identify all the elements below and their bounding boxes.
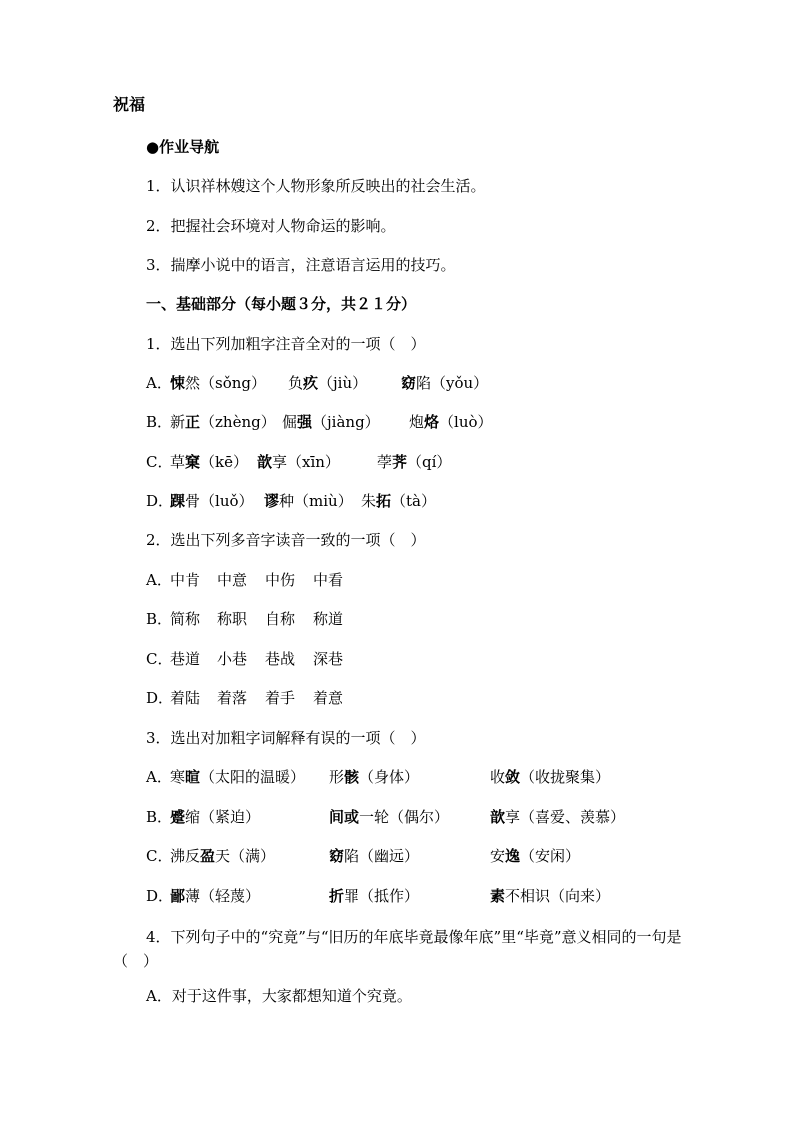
option-word: 自称 [265,610,296,628]
option-label: C． [146,453,173,471]
option-word: 着意 [313,689,344,707]
option-item: 荸荠（qí） [377,453,452,471]
option-item: 朱拓（tà） [361,492,437,510]
q4-stem: 4．下列句子中的“究竟”与“旧历的年底毕竟最像年底”里“毕竟”意义相同的一句是（ ） [113,928,682,970]
option-label: D． [146,887,174,905]
option-item: 间或一轮（偶尔） [329,808,450,826]
option-item: 蹙缩（紧迫） [170,808,261,826]
option-label: A． [146,374,172,392]
option-word: 着陆 [170,689,201,707]
option-item: 炮烙（luò） [409,413,493,431]
option-word: 称职 [217,610,248,628]
option-item: 素不相识（向来） [490,887,611,905]
option-label: A． [146,768,172,786]
option-item: 歆享（喜爱、羡慕） [490,808,626,826]
option-item: 草窠（kē） [170,453,248,471]
q2-stem: 2．选出下列多音字读音一致的一项（ ） [146,531,426,549]
option-item: 窈陷（yǒu） [401,374,489,392]
option-item: 负疚（jiù） [288,374,368,392]
option-word: 称道 [313,610,344,628]
option-label: C． [146,650,173,668]
option-label: B． [146,413,173,431]
q1-stem: 1．选出下列加粗字注音全对的一项（ ） [146,335,426,353]
option-word: 中意 [217,571,248,589]
option-item: 安逸（安闲） [490,847,581,865]
option-item: 收敛（收拢聚集） [490,768,611,786]
option-item: 窈陷（幽远） [329,847,420,865]
option-word: 简称 [170,610,201,628]
guide-heading: ●作业导航 [146,138,220,156]
option-word: 巷道 [170,650,201,668]
guide-item-3: 3．揣摩小说中的语言，注意语言运用的技巧。 [146,256,456,274]
option-item: 沸反盈天（满） [170,847,276,865]
option-item: 歆享（xīn） [257,453,340,471]
option-label: A． [146,571,172,589]
option-word: 巷战 [265,650,296,668]
q4-option-a: A．对于这件事，大家都想知道个究竟。 [146,987,412,1005]
guide-item-1: 1．认识祥林嫂这个人物形象所反映出的社会生活。 [146,177,486,195]
option-item: 寒暄（太阳的温暖） [170,768,306,786]
option-word: 着落 [217,689,248,707]
q3-stem: 3．选出对加粗字词解释有误的一项（ ） [146,729,426,747]
option-item: 悚然（sǒng） [170,374,267,392]
option-item: 倔强（jiàng） [282,413,380,431]
doc-title: 祝福 [113,95,146,114]
option-item: 新正（zhèng） [170,413,276,431]
option-label: D． [146,689,174,707]
section-1-heading: 一、基础部分（每小题３分，共２１分） [146,295,417,313]
option-label: B． [146,610,173,628]
option-word: 中肯 [170,571,201,589]
option-item: 谬种（miù） [264,492,353,510]
option-item: 鄙薄（轻蔑） [170,887,261,905]
option-item: 踝骨（luǒ） [170,492,254,510]
option-word: 着手 [265,689,296,707]
option-word: 中看 [313,571,344,589]
option-label: D． [146,492,174,510]
option-word: 深巷 [313,650,344,668]
option-item: 形骸（身体） [329,768,420,786]
option-label: B． [146,808,173,826]
option-item: 折罪（抵作） [329,887,420,905]
option-word: 小巷 [217,650,248,668]
guide-item-2: 2．把握社会环境对人物命运的影响。 [146,217,396,235]
option-word: 中伤 [265,571,296,589]
option-label: C． [146,847,173,865]
